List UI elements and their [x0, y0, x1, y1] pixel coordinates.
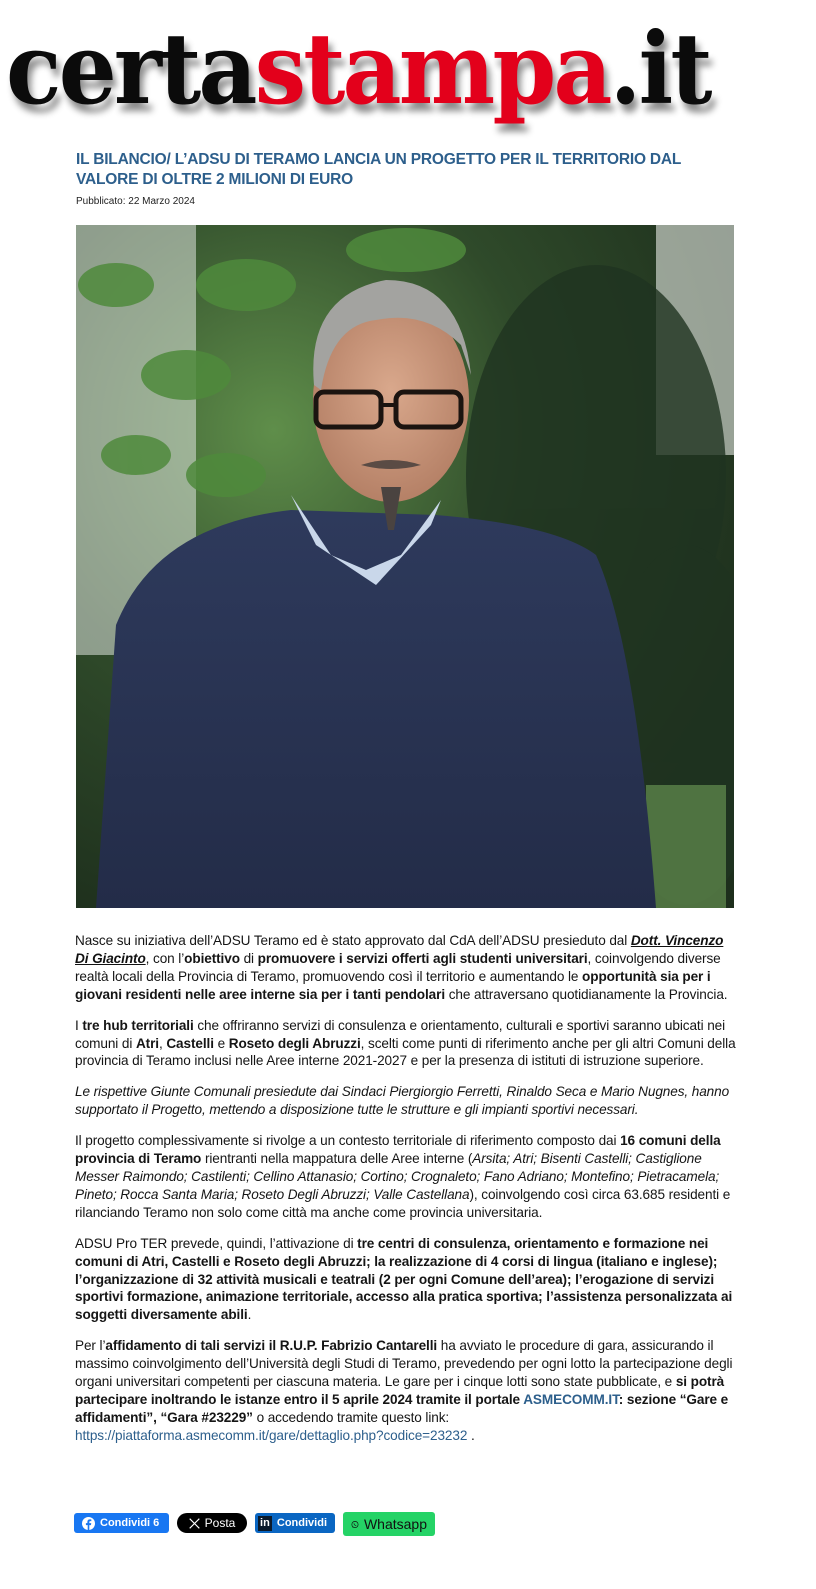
- text: Il progetto complessivamente si rivolge a un contesto territoriale di riferimento composto dai: [75, 1133, 621, 1149]
- italic-text: Arsita; Atri; Bisenti Castelli; Castiglione Messer Raimondo; Castilenti; Cellino Attanasio; Cortino; Crognaleto; Fano Adriano; Montefino; Pietracamela; Pineto; Rocca Santa Maria; Roseto Degli Abruzzi; Valle Castellana: [75, 1151, 720, 1202]
- logo-text: [6, 14, 710, 126]
- paragraph-3: [75, 1083, 740, 1119]
- text: rientranti nella mappatura delle Aree interne (: [201, 1151, 473, 1167]
- article-photo: [76, 225, 734, 908]
- facebook-share-button[interactable]: [74, 1513, 169, 1533]
- text: e: [213, 1035, 229, 1051]
- logo-part-certa: certa: [6, 12, 255, 127]
- text: .: [467, 1427, 475, 1443]
- logo-part-stampa: stampa: [254, 12, 610, 127]
- italic-text: Le rispettive Giunte Comunali presiedute dai Sindaci Piergiorgio Ferretti, Rinaldo Seca e Mario Nugnes, hanno supportato il Progetto, mettendo a disposizione tutte le strutture e gli impianti sportivi necessari.: [75, 1084, 730, 1118]
- text: , scelti come punti di riferimento anche per gli altri Comuni della provincia di Teramo inclusi nelle Aree interne 2021-2027 e per la presenza di istituti di istruzione superiore.: [75, 1035, 736, 1069]
- bold-text: promuovere i servizi offerti agli studenti universitari: [257, 950, 588, 966]
- paragraph-4: [75, 1132, 740, 1222]
- whatsapp-share-label: Whatsapp: [363, 1516, 427, 1532]
- paragraph-5: [75, 1235, 740, 1325]
- share-bar: [74, 1513, 435, 1535]
- bold-text: Atri: [135, 1035, 159, 1051]
- text: .: [247, 1307, 252, 1323]
- linkedin-icon: in: [258, 1516, 272, 1531]
- bold-text: si potrà partecipare inoltrando le istanze entro il 5 aprile 2024 tramite il portale: [75, 1374, 725, 1407]
- asmecomm-link[interactable]: ASMECOMM.IT: [523, 1391, 619, 1407]
- paragraph-6: [75, 1337, 740, 1444]
- article-body: [75, 932, 740, 1458]
- bold-text: Roseto degli Abruzzi: [228, 1035, 361, 1051]
- published-date: Pubblicato: 22 Marzo 2024: [76, 196, 195, 207]
- bold-text: tre hub territoriali: [82, 1017, 194, 1033]
- x-share-button[interactable]: [177, 1513, 247, 1533]
- linkedin-share-button[interactable]: [255, 1513, 335, 1533]
- text: , con l’: [145, 950, 185, 966]
- bold-text: affidamento di tali servizi il R.U.P. Fabrizio Cantarelli: [105, 1338, 438, 1354]
- x-icon: [189, 1518, 200, 1529]
- text: che attraversano quotidianamente la Provincia.: [445, 986, 728, 1002]
- text: I: [75, 1017, 83, 1033]
- text: Per l’: [75, 1338, 106, 1354]
- bold-text: : sezione “Gare e affidamenti”, “Gara #23229”: [75, 1391, 729, 1425]
- bold-text: obiettivo: [184, 950, 240, 966]
- bold-text: tre centri di consulenza, orientamento e formazione nei comuni di Atri, Castelli e Roseto degli Abruzzi; la realizzazione di 4 corsi di lingua (italiano e inglese); l’organizzazione di 32 attività musicali e teatrali (2 per ogni Comune dell’area); l’erogazione di servizi sportivi formazione, animazione territoriale, accesso alla pratica sportiva; l’assistenza personalizzata ai soggetti diversamente abili: [75, 1235, 733, 1323]
- bold-text: 16 comuni della provincia di Teramo: [75, 1133, 721, 1167]
- bold-text: opportunità sia per i giovani residenti nelle aree interne sia per i tanti pendolari: [75, 968, 711, 1002]
- gara-link[interactable]: https://piattaforma.asmecomm.it/gare/dettaglio.php?codice=23232: [75, 1427, 468, 1443]
- text: o accedendo tramite questo link:: [252, 1409, 450, 1425]
- whatsapp-share-button[interactable]: [343, 1512, 435, 1536]
- paragraph-2: [75, 1017, 740, 1071]
- paragraph-1: [75, 932, 740, 1004]
- site-logo[interactable]: [0, 14, 816, 126]
- text: di: [239, 950, 258, 966]
- text: ha avviato le procedure di gara, assicurando il massimo coinvolgimento dell’Università degli Studi di Teramo, prevedendo per ogni lotto la partecipazione degli organi universitari competenti per ciascuna materia. Le gare per i cinque lotti sono state pubblicate, e: [75, 1338, 733, 1390]
- portrait-image: [76, 225, 734, 908]
- x-share-label: Posta: [204, 1516, 236, 1530]
- text: Nasce su iniziativa dell’ADSU Teramo ed è stato approvato dal CdA dell’ADSU presieduto dal: [75, 933, 631, 948]
- facebook-share-label: Condividi 6: [100, 1517, 160, 1529]
- text: ), coinvolgendo così circa 63.685 residenti e rilanciando Teramo non solo come città ma anche come provincia universitaria.: [75, 1186, 731, 1220]
- article-title: IL BILANCIO/ L’ADSU DI TERAMO LANCIA UN PROGETTO PER IL TERRITORIO DAL VALORE DI OLTRE 2 MILIONI DI EURO: [76, 151, 681, 188]
- bold-text: Castelli: [166, 1035, 214, 1051]
- text: ,: [158, 1035, 167, 1051]
- text: , coinvolgendo diverse realtà locali della Provincia di Teramo, promuovendo così il territorio e aumentando le: [75, 950, 721, 984]
- text: che offriranno servizi di consulenza e orientamento, culturali e sportivi saranno ubicati nei comuni di: [75, 1017, 726, 1051]
- linkedin-share-label: Condividi: [276, 1517, 327, 1529]
- logo-part-it: .it: [609, 12, 710, 127]
- person-link[interactable]: Dott. Vincenzo Di Giacinto: [75, 933, 724, 966]
- whatsapp-icon: [351, 1518, 359, 1531]
- facebook-icon: [82, 1517, 95, 1530]
- text: ADSU Pro TER prevede, quindi, l’attivazione di: [75, 1235, 358, 1251]
